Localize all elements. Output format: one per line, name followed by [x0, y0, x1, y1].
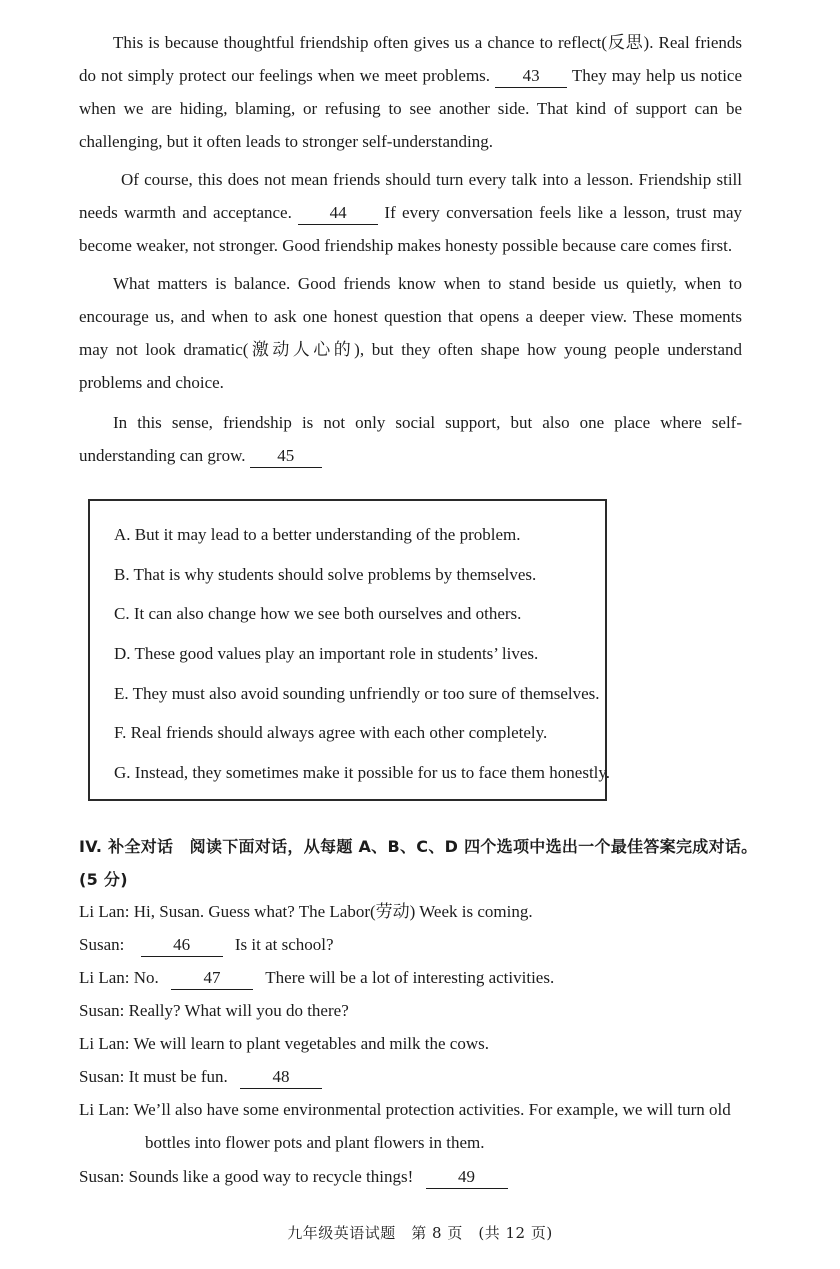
paragraph-1-text-before-blank: This is because thoughtful friendship often gives us a chance to reflect(反思). Real friends do not simply protect our feelings when we meet problems. [79, 33, 742, 85]
option-d: D. These good values play an important role in students’ lives. [114, 644, 539, 663]
dialogue-line-1: Li Lan: Hi, Susan. Guess what? The Labor(劳动) Week is coming. [79, 902, 533, 921]
section-iv-heading: IV. 补全对话 阅读下面对话，从每题 A、B、C、D 四个选项中选出一个最佳答案完成对话。(5 分) [79, 837, 758, 889]
option-a: A. But it may lead to a better understanding of the problem. [114, 525, 521, 544]
dialogue-line-2-after: Is it at school? [234, 935, 334, 954]
passage-paragraph-3 [79, 267, 742, 399]
paragraph-1-text-after-blank: They may help us notice when we are hiding, blaming, or refusing to see another side. That kind of support can be challenging, but it often leads to stronger self-understanding. [79, 66, 743, 151]
blank-48: 48 [240, 1066, 322, 1089]
dialogue-line-6 [79, 1066, 322, 1089]
option-g: G. Instead, they sometimes make it possible for us to face them honestly. [114, 763, 611, 782]
dialogue-line-3 [79, 967, 554, 990]
dialogue-line-7: Li Lan: We’ll also have some environmental protection activities. For example, we will turn old [79, 1100, 731, 1119]
dialogue-line-3-before: Li Lan: No. [79, 968, 159, 987]
dialogue-line-2 [79, 934, 334, 957]
blank-49: 49 [426, 1166, 508, 1189]
passage-paragraph-1 [79, 26, 742, 158]
speaker-susan: Susan: [79, 935, 125, 954]
passage-paragraph-4 [79, 406, 742, 472]
dialogue-line-7-continued: bottles into flower pots and plant flowers in them. [145, 1133, 485, 1152]
blank-47: 47 [171, 967, 253, 990]
dialogue-line-8 [79, 1166, 508, 1189]
blank-44: 44 [298, 202, 378, 225]
dialogue-line-4: Susan: Really? What will you do there? [79, 1001, 349, 1020]
passage-paragraph-2 [79, 163, 742, 262]
dialogue-line-5: Li Lan: We will learn to plant vegetables and milk the cows. [79, 1034, 489, 1053]
paragraph-3-text: What matters is balance. Good friends know when to stand beside us quietly, when to encourage us, and when to ask one honest question that opens a deeper view. These moments may not look dramatic(激动人心的), but they often shape how young people understand problems and choice. [79, 274, 742, 392]
dialogue-line-8-before: Susan: Sounds like a good way to recycle things! [79, 1167, 414, 1186]
page-footer: 九年级英语试题 第 8 页 (共 12 页) [287, 1224, 553, 1242]
dialogue-line-6-before: Susan: It must be fun. [79, 1067, 228, 1086]
options-box [88, 499, 611, 801]
option-f: F. Real friends should always agree with each other completely. [114, 723, 548, 742]
dialogue-line-3-after: There will be a lot of interesting activities. [265, 968, 555, 987]
blank-43: 43 [495, 65, 567, 88]
paragraph-4-text-before-blank: In this sense, friendship is not only social support, but also one place where self-understanding can grow. [79, 413, 742, 465]
option-b: B. That is why students should solve problems by themselves. [114, 565, 537, 584]
blank-45: 45 [250, 445, 322, 468]
option-e: E. They must also avoid sounding unfriendly or too sure of themselves. [114, 684, 600, 703]
paragraph-2-text-after-blank: If every conversation feels like a lesson, trust may become weaker, not stronger. Good friendship makes honesty possible because care comes first. [79, 203, 743, 255]
paragraph-2-text-before-blank: Of course, this does not mean friends should turn every talk into a lesson. Friendship still needs warmth and acceptance. [79, 170, 742, 222]
blank-46: 46 [141, 934, 223, 957]
option-c: C. It can also change how we see both ourselves and others. [114, 604, 522, 623]
